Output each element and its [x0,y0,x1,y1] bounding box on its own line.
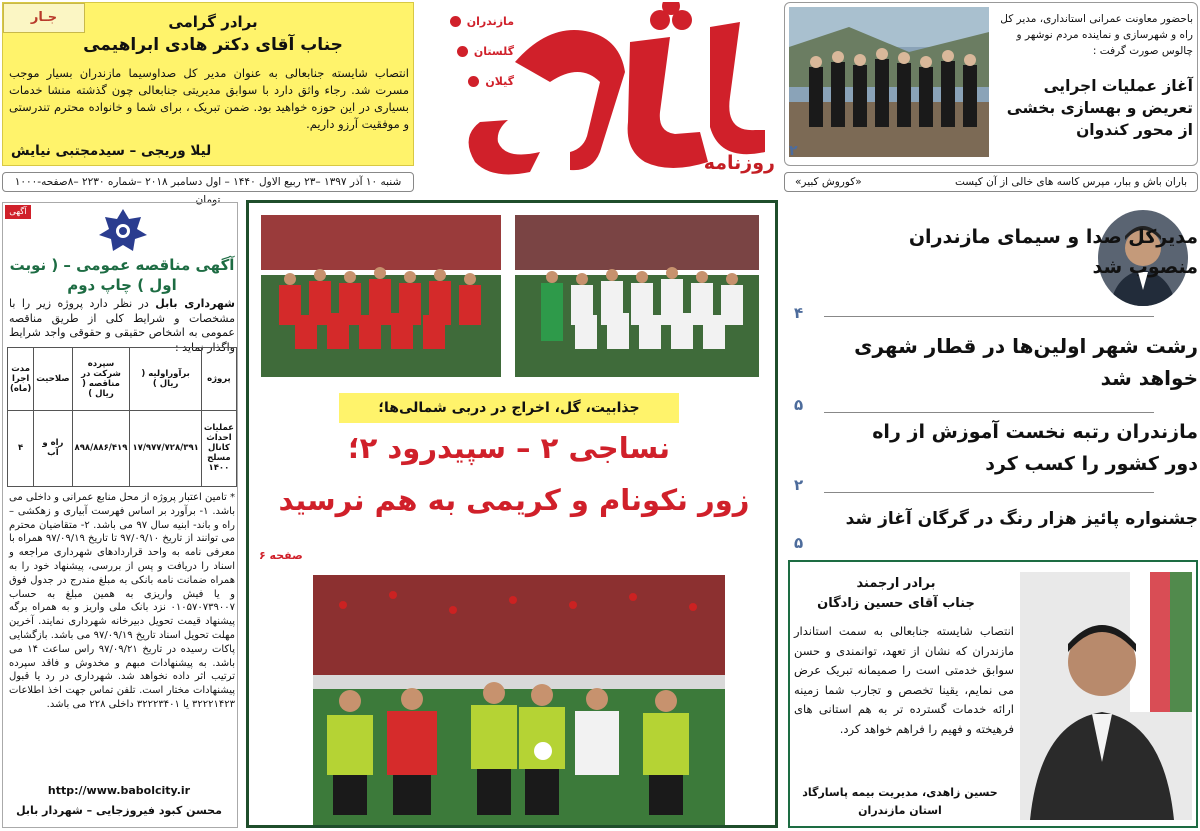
congrats-signature-org: استان مازندران [858,804,942,817]
table-cell: راه و آب [34,410,72,486]
bullet-icon [468,76,479,87]
headline-link[interactable]: مازندران رتبه نخست آموزش از راه دور کشور را کسب کرد [872,421,1198,475]
edition-item: مازندران [424,6,514,36]
table-cell: ۴ [8,410,34,486]
match-photo [313,575,725,825]
ad-tag: جـار [3,3,85,33]
table-cell: ۸۹۸/۸۸۶/۴۱۹ [72,410,130,486]
tender-table [7,347,237,487]
page-number: ۴ [794,304,804,322]
congratulation-ad-left [2,2,414,166]
headline-link[interactable]: رشت شهر اولین‌ها در قطار شهری خواهد شد [854,334,1198,390]
bullet-icon [457,46,468,57]
edition-list [424,6,514,96]
table-header: صلاحیت [34,348,72,411]
congrats-body: انتصاب شایسته جنابعالی به عنوان مدیر کل صداوسیما مازندران بسیار موجب مسرت شد. رجاء واثق دارد با سوابق مدیریتی جنابعالی چون گذشته منشا خدمات بسیاری در این حوزه خواهید بود. ضمن تبریک ، برای شما و خانواده محترم تندرستی و موفقیت آرزو داریم. [9,66,409,131]
ceremony-photo [789,7,989,157]
congrats-signature: حسین زاهدی، مدیریت بیمه پاسارگاد [802,786,998,799]
headline-main: زور نکونام و کریمی به هم نرسید [278,483,750,517]
table-row [8,410,237,486]
tender-intro-text: در نظر دارد پروژه زیر را با مشخصات و شرایط کلی از طریق مناقصه عمومی به اشخاص حقیقی و حقوقی واجد شرایط واگذار نماید : [9,297,235,354]
edition-item: گلستان [424,36,514,66]
quote-text: باران باش و ببار، مپرس کاسه های خالی از آن کیست [954,176,1187,188]
headline-column [784,200,1198,556]
babol-municipality-logo [95,207,151,255]
story-title: آغاز عملیات اجرایی تعریض و بهسازی بخشی از محور کندوان [1006,77,1193,139]
table-header-row [8,348,237,411]
page-number: ۲ [794,476,804,494]
divider [824,316,1154,317]
page-number: ۲ [789,143,798,159]
team-photo-white [515,215,759,377]
page-number: ۵ [794,396,804,414]
page-reference: صفحه ۶ [259,549,303,562]
sports-feature[interactable] [246,200,778,828]
edition-item: گیلان [424,66,514,96]
congrats-name: جناب آقای دکتر هادی ابراهیمی [83,35,343,55]
congrats-body: انتصاب شایسته جنابعالی به سمت استاندار مازندران که نشان از تعهد، توانمندی و حسن سوابق خدمتی است را صمیمانه تبریک عرض می نمایم، یقینا تخصص و تجارب شما زمینه ارائه خدمات گسترده تر به هم استانی های فرهیخته و فهیم را فراهم خواهد کرد. [794,624,1014,736]
daily-label: روزنامه [703,152,775,174]
ad-tag: آگهی [5,205,31,219]
table-cell: عملیات احداث کانال مسلح ۱۴۰۰ [201,410,236,486]
table-header: برآوراولیه ( ریال ) [130,348,201,411]
headline-kicker: جذابیت، گل، اخراج در دربی شمالی‌ها؛ [339,393,679,423]
table-header: پروژه [201,348,236,411]
table-cell: ۱۷/۹۷۷/۷۲۸/۳۹۱ [130,410,201,486]
top-story[interactable] [784,2,1198,166]
tender-terms: * تامین اعتبار پروژه از محل منابع عمرانی و داخلی می باشد. ۱- برآورد بر اساس فهرست آبیاری و زهکشی –راه و باند- ابنیه سال ۹۷ می باشد. ۲- متقاضیان محترم می توانند از تاریخ ۹۷/۰۹/۱۰ تا تاریخ ۹۷/۰۹/۱۹ همراه با معرفی نامه به واحد قراردادهای شهرداری مراجعه و اسناد را دریافت و پس از بررسی، پیشنهاد خود را به همراه ضمانت نامه بانکی به مبلغ مندرج در جدول فوق و یا فیش واریزی به همین مبلغ به حساب ۰۱۰۵۷۰۷۳۹۰۰۷ نزد بانک ملی واریز و به همراه برگه پیشنهاد قیمت تحویل دبیرخانه شهرداری نمایند. آخرین مهلت تحویل اسناد تاریخ ۹۷/۰۹/۱۹ می باشد. بازگشایی پاکات رسیده در تاریخ ۹۷/۰۹/۲۱ راس ساعت ۱۴ می باشد. به پیشنهادات مبهم و مخدوش و فاقد سپرده ترتیب اثر داده نخواهد شد. شهرداری در رد یا قبول پیشنهادات مختار است. تلفن تماس جهت اخذ اطلاعات ۳۲۲۲۱۴۲۳ یا ۳۲۲۲۳۴۰۱ داخلی ۲۲۸ می باشد. [9,492,236,710]
headline-link[interactable]: جشنواره پائیز هزار رنگ در گرگان آغاز شد [845,509,1198,529]
issue-date-bar: شنبه ۱۰ آذر ۱۳۹۷ –۲۳ ربیع الاول ۱۴۴۰ – اول دسامبر ۲۰۱۸ –شماره ۲۲۳۰ –۸صفحه-۱۰۰۰ تومان [2,172,414,192]
quote-author: «کوروش کبیر» [795,176,862,188]
quote-bar [784,172,1198,192]
tender-issuer: شهرداری بابل [155,297,236,310]
bullet-icon [450,16,461,27]
congrats-name: جناب آقای حسین زادگان [817,596,975,611]
congrats-signature: لیلا وریجی – سیدمجتبی نیایش [11,143,212,159]
divider [824,412,1154,413]
headline-link[interactable]: مدیرکل صدا و سیمای مازندران منصوب شد [908,226,1198,278]
team-photo-red [261,215,501,377]
tender-title: آگهی مناقصه عمومی – ( نوبت اول ) چاپ دوم [9,256,235,294]
table-header: سپرده شرکت در مناقصه ( ریال ) [72,348,130,411]
tender-signature: محسن کبود فیروزجایی – شهردار بابل [16,804,222,817]
tender-url-link[interactable]: http://www.babolcity.ir [47,784,191,797]
congrats-title: برادر گرامی [168,13,258,31]
governor-photo [1020,572,1192,820]
table-header: مدت اجرا (ماه) [8,348,34,411]
divider [824,492,1154,493]
headline-score: نساجی ۲ – سپیدرود ۲؛ [348,431,670,465]
tender-notice [2,202,238,828]
congrats-title: برادر ارجمند [856,576,936,591]
page-number: ۵ [794,534,804,552]
congratulation-ad-right [788,560,1198,828]
story-lead: باحضور معاونت عمرانی استانداری، مدیر کل راه و شهرسازی و نماینده مردم نوشهر و چالوس صورت گرفت : [1000,13,1193,57]
